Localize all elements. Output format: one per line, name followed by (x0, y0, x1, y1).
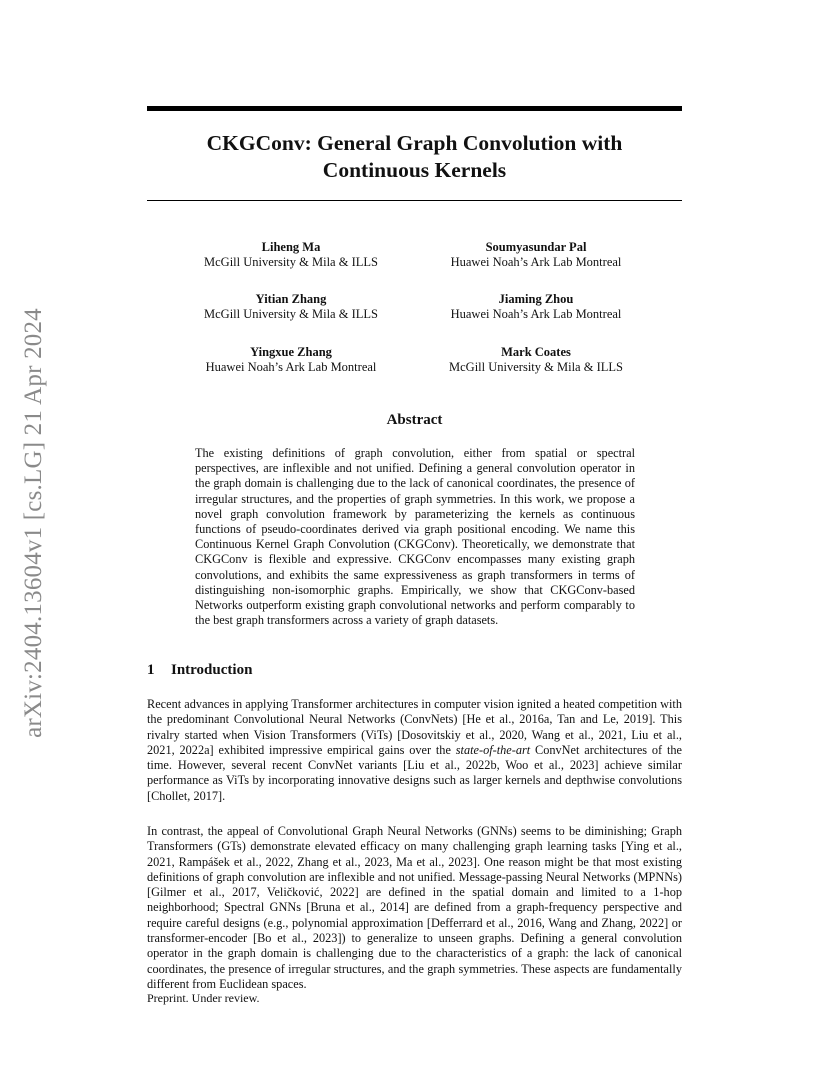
author-block (171, 292, 411, 322)
author-name: Mark Coates (501, 345, 571, 359)
intro-paragraph-1 (147, 697, 682, 804)
arxiv-side-identifier (8, 288, 60, 758)
title-bottom-rule (147, 200, 682, 201)
author-affiliation: Huawei Noah’s Ark Lab Montreal (450, 307, 622, 321)
section-title: Introduction (171, 662, 253, 678)
abstract-heading: Abstract (386, 412, 443, 428)
arxiv-identifier-text: arXiv:2404.13604v1 [cs.LG] 21 Apr 2024 (20, 308, 47, 738)
intro-paragraph-2: In contrast, the appeal of Convolutional Graph Neural Networks (GNNs) seems to be diminishing; Graph Transformers (GTs) demonstrate elevated efficacy on many challenging graph learning tasks [Ying et al., 2021, Rampášek et al., 2022, Zhang et al., 2023, Ma et al., 2023]. One reason might be that most existing definitions of graph convolution are inflexible and not unified. Message-passing Neural Networks (MPNNs) [Gilmer et al., 2017, Veličković, 2022] are defined in the spatial domain and limited to a 1-hop neighborhood; Spectral GNNs [Bruna et al., 2014] are defined from a graph-frequency perspective and require careful designs (e.g., polynomial approximation [Defferrard et al., 2016, Wang and Zhang, 2022] or transformer-encoder [Bo et al., 2023]) to generalize to unseen graphs. Defining a general convolution operator in the graph domain is challenging due to the characteristics of a graph: the lack of canonical coordinates, the presence of irregular structures, and the graph symmetries. These aspects are fundamentally different from Euclidean spaces. (147, 824, 682, 991)
emphasized-text: state-of-the-art (455, 742, 531, 757)
author-name: Jiaming Zhou (498, 292, 574, 306)
paragraph-text: Recent advances in applying Transformer architectures in computer vision ignited a heated competition with the predominant Convolutional Neural Networks (ConvNets) [He et al., 2016a, Tan and Le, 2019]. This rivalry started when Vision Transformers (ViTs) [Dosovitskiy et al., 2020, Wang et al., 2021, Liu et al., 2021, 2022a] exhibited impressive empirical gains over the (147, 697, 682, 757)
author-name: Liheng Ma (261, 240, 321, 254)
author-affiliation: Huawei Noah’s Ark Lab Montreal (205, 360, 377, 374)
author-affiliation: McGill University & Mila & ILLS (204, 307, 378, 321)
title-line-1: CKGConv: General Graph Convolution with (206, 131, 623, 155)
abstract-text: The existing definitions of graph convolution, either from spatial or spectral perspectives, are inflexible and not unified. Defining a general convolution operator in the graph domain is challenging due to the lack of canonical coordinates, the presence of irregular structures, and the properties of graph symmetries. In this work, we propose a novel graph convolution framework by parameterizing the kernels as continuous functions of pseudo-coordinates derived via graph positional encoding. We name this Continuous Kernel Graph Convolution (CKGConv). Theoretically, we demonstrate that CKGConv is flexible and expressive. CKGConv encompasses many existing graph convolutions, and exhibits the same expressiveness as graph transformers in terms of distinguishing non-isomorphic graphs. Empirically, we show that CKGConv-based Networks outperform existing graph convolutional networks and perform comparably to the best graph transformers across a variety of graph datasets. (195, 446, 635, 628)
author-block (416, 345, 656, 375)
author-block (416, 292, 656, 322)
author-affiliation: McGill University & Mila & ILLS (449, 360, 623, 374)
author-name: Yingxue Zhang (250, 345, 332, 359)
author-name: Yitian Zhang (255, 292, 327, 306)
author-name: Soumyasundar Pal (485, 240, 587, 254)
title-top-rule (147, 106, 682, 111)
section-heading (147, 662, 252, 679)
author-block (171, 345, 411, 375)
author-block (416, 240, 656, 270)
section-number: 1 (147, 662, 155, 678)
title-line-2: Continuous Kernels (322, 158, 507, 182)
preprint-footnote: Preprint. Under review. (147, 991, 260, 1005)
author-affiliation: Huawei Noah’s Ark Lab Montreal (450, 255, 622, 269)
paper-title (147, 130, 682, 184)
paragraph-text: ConvNet architectures of the time. However, several recent ConvNet variants [Liu et al., 2022b, Woo et al., 2023] achieve similar performance as ViTs by incorporating innovative designs such as larger kernels and depthwise convolutions [Chollet, 2017]. (147, 742, 682, 803)
author-affiliation: McGill University & Mila & ILLS (204, 255, 378, 269)
author-block (171, 240, 411, 270)
